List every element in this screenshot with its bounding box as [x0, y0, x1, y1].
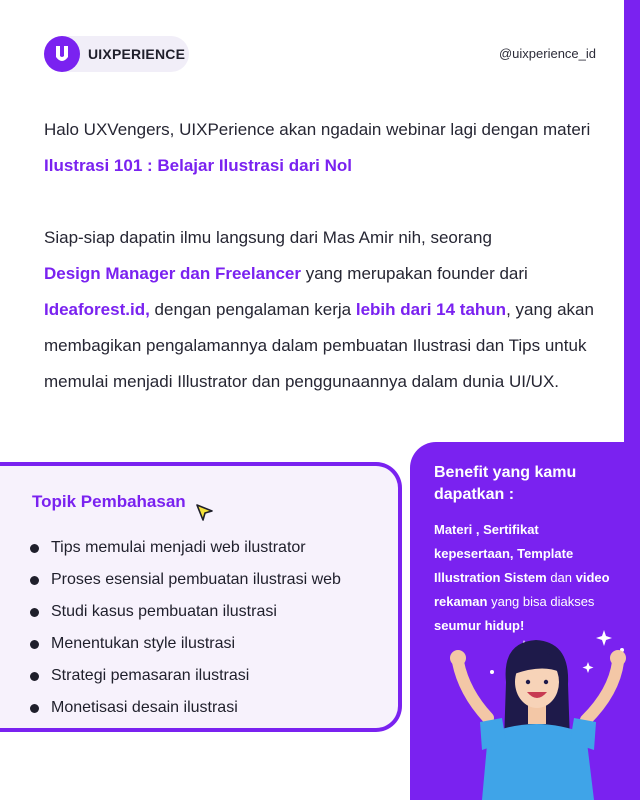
intro-text — [44, 112, 604, 400]
intro-p2-text3: dengan pengalaman kerja — [149, 300, 356, 319]
speaker-experience: lebih dari 14 tahun — [355, 300, 507, 319]
brand-pill — [44, 36, 189, 72]
benefit-bold-2: video rekaman — [434, 570, 610, 609]
bullet-icon — [30, 544, 39, 553]
social-handle: @uixperience_id — [498, 46, 596, 61]
topic-label: Menentukan style ilustrasi — [51, 635, 236, 652]
intro-p2-text1: Siap-siap dapatin ilmu langsung dari Mas Amir nih, seorang — [44, 228, 492, 247]
topic-label: Monetisasi desain ilustrasi — [51, 699, 238, 716]
brand-name: UIXPERIENCE — [88, 46, 186, 62]
list-item — [30, 596, 341, 628]
webinar-title: Ilustrasi 101 : Belajar Ilustrasi dari Nol — [44, 156, 353, 175]
topic-label: Strategi pemasaran ilustrasi — [51, 667, 250, 684]
benefit-title: Benefit yang kamu dapatkan : — [434, 464, 577, 503]
speaker-company: Ideaforest.id, — [44, 300, 150, 319]
topics-card — [0, 462, 402, 732]
benefit-bold-1: Materi , Sertifikat kepesertaan, Template Illustration Sistem — [434, 522, 574, 585]
bullet-icon — [30, 672, 39, 681]
intro-p1-text: Halo UXVengers, UIXPerience akan ngadain webinar lagi dengan materi — [44, 120, 591, 139]
intro-p2-text4: , yang akan membagikan pengalamannya dalam pembuatan Ilustrasi dan Tips untuk memulai menjadi Illustrator dan penggunaannya dalam dunia UI/UX. — [44, 300, 594, 391]
topic-list — [30, 532, 341, 724]
celebrating-person-illustration — [410, 622, 640, 800]
topic-label: Proses esensial pembuatan ilustrasi web — [51, 571, 341, 588]
cursor-icon — [194, 502, 216, 524]
sparkle-dot-icon — [490, 670, 494, 674]
benefit-bold-3: seumur hidup! — [434, 618, 525, 633]
benefit-text-1: dan — [546, 570, 576, 585]
speaker-role: Design Manager dan Freelancer — [44, 264, 301, 283]
uixperience-logo-icon — [44, 36, 80, 72]
list-item — [30, 628, 341, 660]
intro-paragraph-2 — [44, 220, 604, 400]
sparkle-icon — [596, 630, 612, 646]
benefit-body — [434, 518, 620, 638]
list-item — [30, 532, 341, 564]
intro-paragraph-1 — [44, 112, 604, 184]
list-item — [30, 660, 341, 692]
list-item — [30, 564, 341, 596]
intro-p2-text2: yang merupakan founder dari — [300, 264, 528, 283]
benefit-card — [410, 442, 640, 800]
topics-title: Topik Pembahasan — [32, 492, 186, 511]
bullet-icon — [30, 576, 39, 585]
topic-label: Studi kasus pembuatan ilustrasi — [51, 603, 277, 620]
sparkle-icon — [583, 662, 594, 673]
bullet-icon — [30, 640, 39, 649]
bullet-icon — [30, 704, 39, 713]
topic-label: Tips memulai menjadi web ilustrator — [51, 539, 306, 556]
list-item — [30, 692, 341, 724]
bullet-icon — [30, 608, 39, 617]
benefit-text-2: yang bisa diakses — [487, 594, 595, 609]
